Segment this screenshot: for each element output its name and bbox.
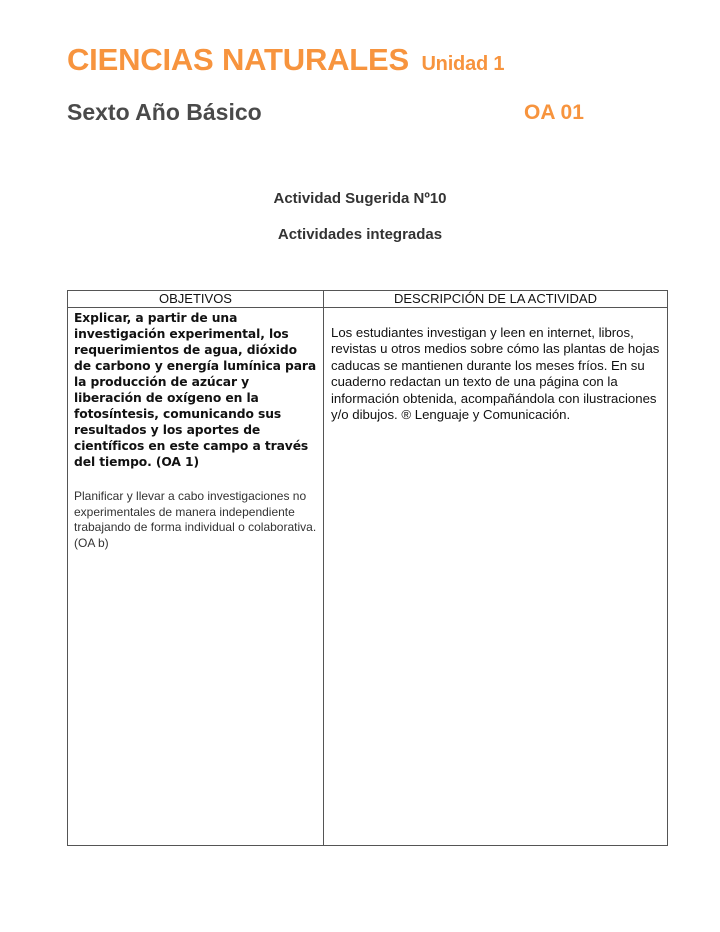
objective-secondary: Planificar y llevar a cabo investigaciones no experimentales de manera independiente trabajando de forma individual o colaborativa. (OA b) <box>74 489 317 550</box>
header-descripcion: DESCRIPCIÓN DE LA ACTIVIDAD <box>324 291 668 308</box>
activity-table <box>67 290 668 846</box>
oa-code: OA 01 <box>524 101 584 124</box>
objective-main: Explicar, a partir de una investigación experimental, los requerimientos de agua, dióxido de carbono y energía lumínica para la producción de azúcar y liberación de oxígeno en la fotosíntesis, comunicando sus resultados y los aportes de científicos en este campo a través del tiempo. (OA 1) <box>74 311 317 469</box>
unit-label: Unidad 1 <box>421 53 505 75</box>
activity-title: Actividad Sugerida Nº10 <box>273 190 447 207</box>
description-cell <box>324 308 668 846</box>
table-row <box>68 308 668 846</box>
grade-label: Sexto Año Básico <box>67 99 262 125</box>
activity-description: Los estudiantes investigan y leen en internet, libros, revistas u otros medios sobre cómo las plantas de hojas caducas se mantienen durante los meses fríos. En su cuaderno redactan un texto de una página con la información obtenida, acompañándola con ilustraciones y/o dibujos. ® Lenguaje y Comunicación. <box>331 325 660 423</box>
subject-name: CIENCIAS NATURALES <box>67 42 410 77</box>
objectives-cell <box>68 308 324 846</box>
subject-title <box>67 42 504 78</box>
table-header-row <box>68 291 668 308</box>
header-objetivos: OBJETIVOS <box>68 291 324 308</box>
activity-subtitle: Actividades integradas <box>277 226 443 243</box>
